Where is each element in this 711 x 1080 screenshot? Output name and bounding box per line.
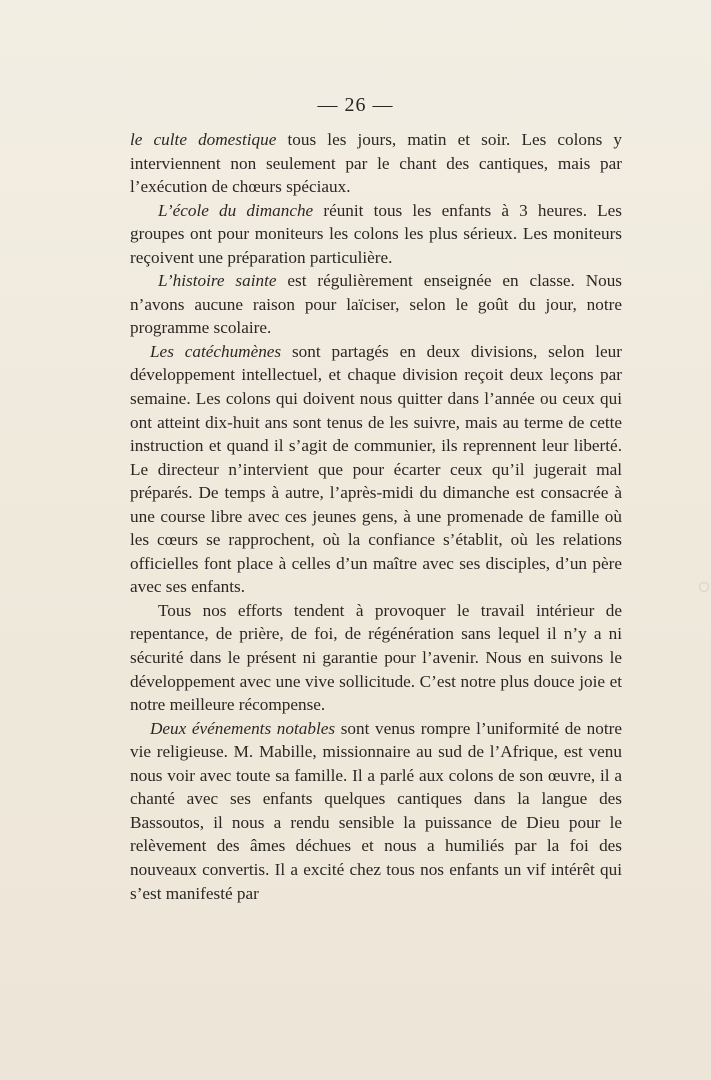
paragraph-text: tous les jours, matin et soir. Les colons y interviennent non seulement par le chant des cantiques, mais par l’exécution de chœurs spéciaux. xyxy=(130,130,623,197)
paragraph-efforts xyxy=(130,599,622,717)
paragraph-text: réunit tous les enfants à 3 heures. Les groupes ont pour moniteurs les colons les plus sérieux. Les moniteurs reçoivent une préparation particulière. xyxy=(130,200,622,267)
paragraph-text: Tous nos efforts tendent à provoquer le travail intérieur de repentance, de prière, de foi, de régénération sans lequel il n’y a ni sécurité dans le présent ni garantie pour l’avenir. Nous en suivons le développement avec une vive sollicitude. C’est notre plus douce joie et notre meilleure récompense. xyxy=(130,600,622,715)
italic-lead: L’école du dimanche xyxy=(158,200,314,220)
italic-lead: Deux événements notables xyxy=(150,718,336,738)
paragraph-culte-domestique xyxy=(130,128,622,199)
page-edge-mark xyxy=(699,582,709,592)
italic-lead: le culte domestique xyxy=(130,130,277,149)
paragraph-ecole-dimanche xyxy=(130,199,622,270)
paragraph-histoire-sainte xyxy=(130,269,622,340)
paragraph-text: sont venus rompre l’uniformité de notre vie religieuse. M. Mabille, missionnaire au sud de l’Afrique, est venu nous voir avec toute sa famille. Il a parlé aux colons de son œuvre, il a chanté avec ses enfants quelques cantiques dans la langue des Bassoutos, il nous a rendu sensible la puissance de Dieu pour le relèvement des âmes déchues et nous a humiliés par la foi des nouveaux convertis. Il a excité chez tous nos enfants un vif intérêt qui s’est manifesté par xyxy=(130,718,622,903)
body-text xyxy=(130,128,622,905)
italic-lead: Les catéchumènes xyxy=(150,341,282,361)
page-number: — 26 — xyxy=(317,94,394,116)
paragraph-evenements xyxy=(130,717,622,905)
italic-lead: L’histoire sainte xyxy=(158,271,277,291)
paragraph-text: est régulièrement enseignée en classe. Nous n’avons aucune raison pour laïciser, selon le goût du jour, notre programme scolaire. xyxy=(130,271,622,338)
paragraph-catechumenes xyxy=(130,340,622,599)
paragraph-text: sont partagés en deux divisions, selon leur développement intellectuel, et chaque division reçoit deux leçons par semaine. Les colons qui doivent nous quitter dans l’année ou ceux qui ont atteint dix-huit ans sont tenus de les suivre, mais au terme de cette instruction et quand il s’agit de communier, ils reprennent leur liberté. Le directeur n’intervient que pour écarter ceux qu’il jugerait mal préparés. De temps à autre, l’après-midi du dimanche est consacrée à une course libre avec ces jeunes gens, à une promenade de famille où les cœurs se rapprochent, où la confiance s’établit, où les relations officielles font place à celles d’un maître avec ses disciples, d’un père avec ses enfants. xyxy=(130,341,622,597)
